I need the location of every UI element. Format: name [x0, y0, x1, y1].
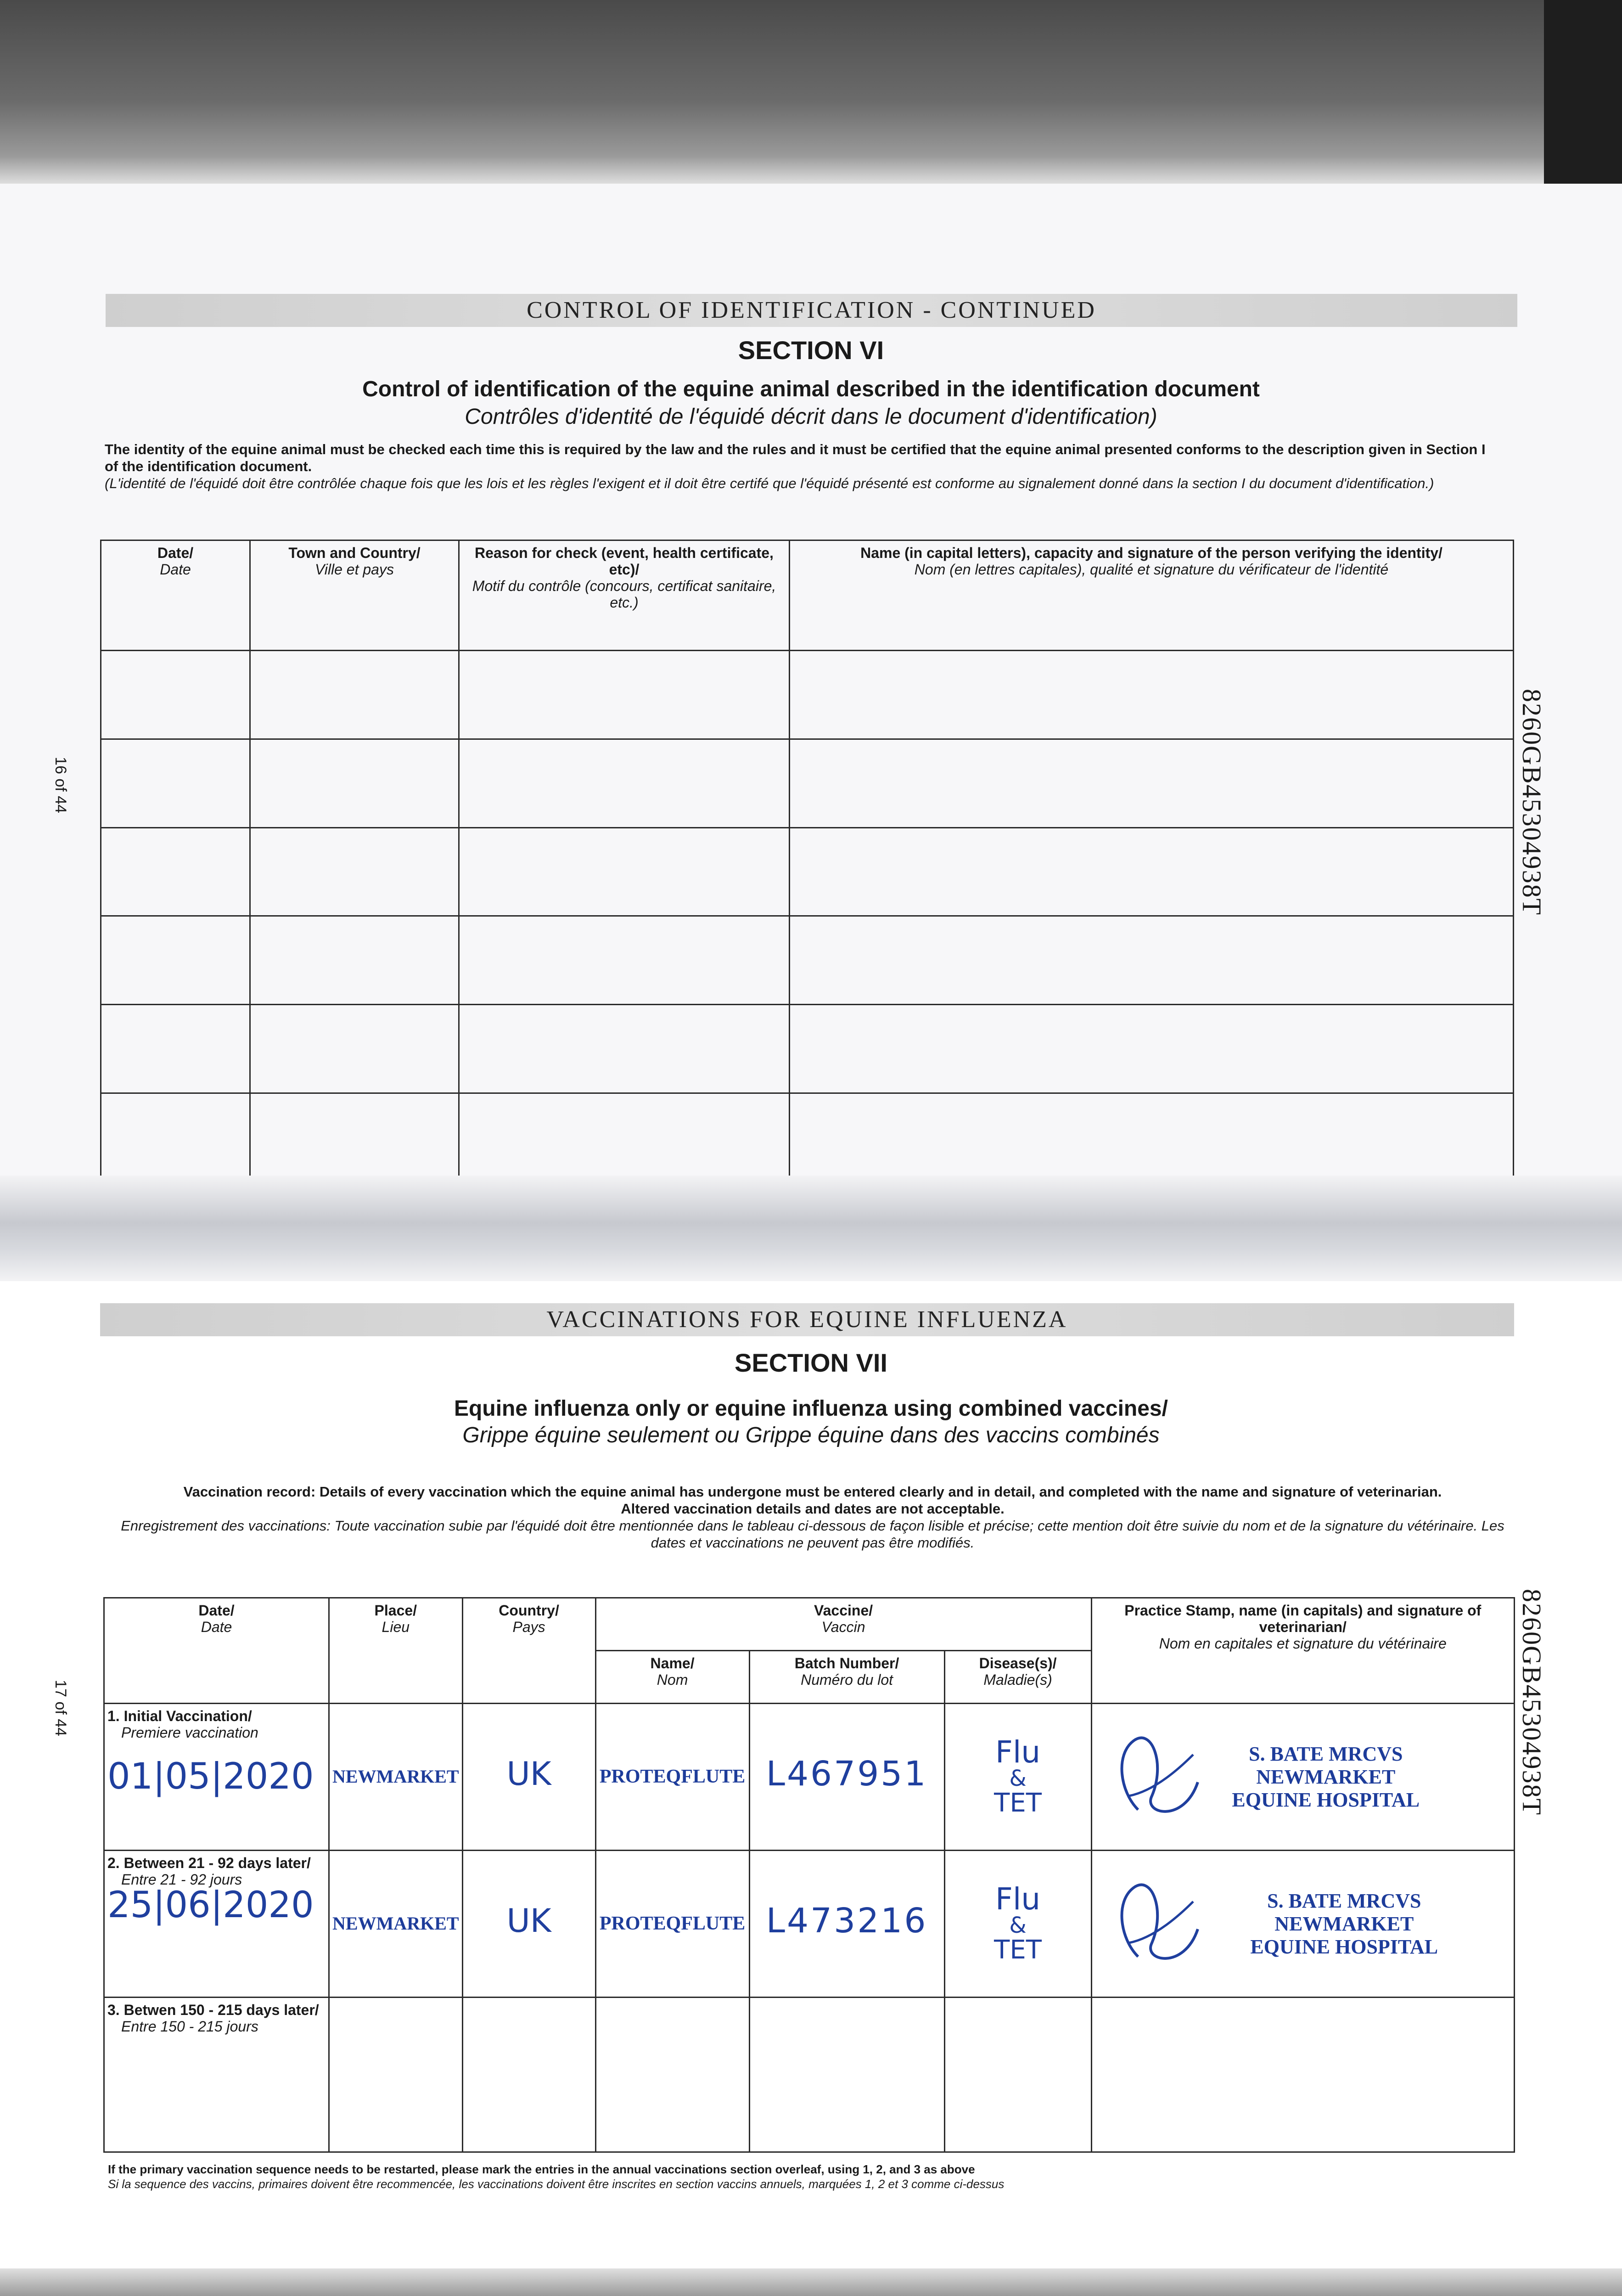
document-id: 8260GB45304938T — [1517, 1589, 1547, 1816]
row-label: 2. Between 21 - 92 days later/ Entre 21 - 92 jours 25|06|2020 — [104, 1851, 329, 1998]
section-banner: VACCINATIONS FOR EQUINE INFLUENZA — [100, 1303, 1514, 1336]
document-id: 8260GB45304938T — [1517, 689, 1547, 916]
batch-cell: L467951 — [749, 1704, 944, 1851]
page-number: 16 of 44 — [51, 757, 69, 813]
col-disease: Disease(s)/ Maladie(s) — [944, 1651, 1091, 1704]
row-label: 1. Initial Vaccination/ Premiere vaccination 01|05|2020 — [104, 1704, 329, 1851]
table-row — [101, 1005, 1514, 1093]
section-title: Equine influenza only or equine influenza using combined vaccines/ — [454, 1396, 1168, 1421]
scan-background — [0, 0, 1622, 184]
table-header-row — [101, 540, 1514, 651]
identification-table — [100, 540, 1514, 1182]
col-date: Date/ Date — [104, 1598, 329, 1704]
footnote-fr: Si la sequence des vaccins, primaires doivent être recommencée, les vaccinations doivent être inscrites en section vaccins annuels, marquées 1, 2 et 3 comme ci-dessus — [108, 2177, 1005, 2191]
disease-cell: Flu & TET — [944, 1851, 1091, 1998]
col-vaccine-name: Name/ Nom — [595, 1651, 749, 1704]
vaccination-note-en-2: Altered vaccination details and dates are not acceptable. — [621, 1501, 1005, 1517]
footnote — [108, 2162, 1485, 2191]
col-practice-stamp: Practice Stamp, name (in capitals) and signature of veterinarian/ Nom en capitales et signature du vétérinaire — [1091, 1598, 1514, 1704]
scan-edge — [0, 2268, 1622, 2296]
vaccination-date: 25|06|2020 — [107, 1885, 314, 1926]
table-row — [104, 1851, 1515, 1998]
batch-cell: L473216 — [749, 1851, 944, 1998]
country-cell: UK — [462, 1704, 595, 1851]
country-cell: UK — [462, 1851, 595, 1998]
col-place: Place/ Lieu — [329, 1598, 463, 1704]
vaccination-note-fr: Enregistrement des vaccinations: Toute vaccination subie par l'équidé doit être mentionnée dans le tableau ci-dessous de façon lisible et précise; cette mention doit être suivie du nom et de la signature du vétérinaire. Les dates et vaccinations ne peuvent pas être modifiés. — [121, 1518, 1504, 1551]
place-cell: NEWMARKET — [329, 1704, 463, 1851]
section-title-fr: Contrôles d'identité de l'équidé décrit dans le document d'identification) — [465, 405, 1157, 429]
vaccine-name-cell: PROTEQFLUTE — [595, 1704, 749, 1851]
vaccine-name-cell: PROTEQFLUTE — [595, 1851, 749, 1998]
table-row — [101, 916, 1514, 1005]
vaccination-table — [103, 1597, 1515, 2153]
table-row — [104, 1998, 1515, 2152]
vaccination-date: 01|05|2020 — [107, 1756, 314, 1797]
col-date: Date/ Date — [101, 540, 250, 651]
table-row — [101, 1093, 1514, 1182]
practice-stamp-cell — [1091, 1704, 1514, 1851]
col-town-country: Town and Country/ Ville et pays — [250, 540, 459, 651]
table-row — [101, 651, 1514, 739]
section-title: Control of identification of the equine animal described in the identification document — [362, 377, 1260, 401]
section-banner: CONTROL OF IDENTIFICATION - CONTINUED — [106, 294, 1517, 327]
col-batch-number: Batch Number/ Numéro du lot — [749, 1651, 944, 1704]
table-row — [104, 1704, 1515, 1851]
place-cell: NEWMARKET — [329, 1851, 463, 1998]
identity-note — [105, 441, 1500, 492]
section-heading: SECTION VI — [738, 336, 884, 365]
practice-stamp-cell — [1091, 1851, 1514, 1998]
table-header-row — [104, 1598, 1515, 1651]
vet-stamp: S. BATE MRCVS NEWMARKET EQUINE HOSPITAL — [1250, 1889, 1438, 1958]
col-reason: Reason for check (event, health certificate, etc)/ Motif du contrôle (concours, certificat sanitaire, etc.) — [459, 540, 790, 651]
col-vaccine: Vaccine/ Vaccin — [595, 1598, 1091, 1651]
footnote-en: If the primary vaccination sequence needs to be restarted, please mark the entries in the annual vaccinations section overleaf, using 1, 2, and 3 as above — [108, 2162, 975, 2176]
disease-cell: Flu & TET — [944, 1704, 1091, 1851]
page-number: 17 of 44 — [51, 1680, 69, 1736]
table-row — [101, 739, 1514, 827]
section-title-fr: Grippe équine seulement ou Grippe équine dans des vaccins combinés — [462, 1423, 1160, 1447]
row-label: 3. Betwen 150 - 215 days later/ Entre 150 - 215 jours — [104, 1998, 329, 2152]
signature-icon — [1111, 1727, 1202, 1828]
page-fold — [0, 1176, 1622, 1281]
vet-stamp: S. BATE MRCVS NEWMARKET EQUINE HOSPITAL — [1232, 1742, 1420, 1811]
section-heading: SECTION VII — [735, 1348, 887, 1377]
identity-note-fr: (L'identité de l'équidé doit être contrôlée chaque fois que les lois et les règles l'exigent et il doit être certifé que l'équidé présenté est conforme au signalement donné dans la section I du document d'identification.) — [105, 475, 1434, 491]
col-country: Country/ Pays — [462, 1598, 595, 1704]
identity-note-en: The identity of the equine animal must be checked each time this is required by the law and the rules and it must be certified that the equine animal presented conforms to the description given in Section I of the identification document. — [105, 441, 1486, 474]
vaccination-note — [110, 1483, 1515, 1551]
vaccination-note-en: Vaccination record: Details of every vaccination which the equine animal has undergone must be entered clearly and in detail, and completed with the name and signature of veterinarian. — [183, 1484, 1442, 1500]
col-verifier: Name (in capital letters), capacity and signature of the person verifying the identity/ Nom (en lettres capitales), qualité et signature du vérificateur de l'identité — [790, 540, 1514, 651]
table-row — [101, 827, 1514, 916]
signature-icon — [1111, 1874, 1202, 1975]
